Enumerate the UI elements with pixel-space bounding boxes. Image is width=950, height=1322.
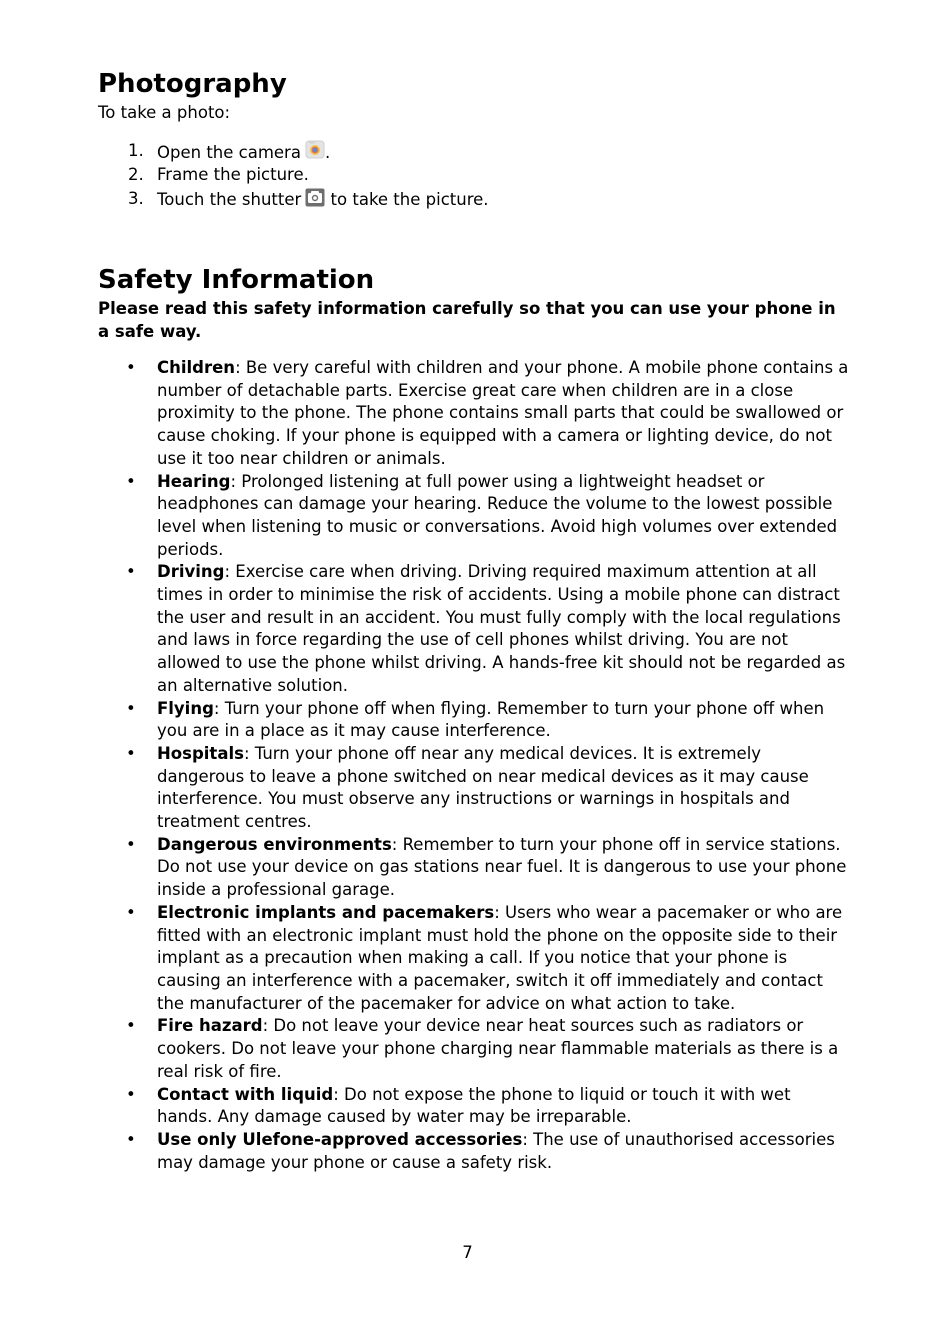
bullet-dot: •: [126, 698, 136, 718]
bullet-dot: •: [126, 834, 136, 854]
bullet-dot: •: [126, 743, 136, 763]
step-text-before: Touch the shutter: [157, 189, 302, 209]
photo-step: [98, 188, 858, 212]
safety-item-term: Contact with liquid: [157, 1084, 334, 1104]
safety-item-hearing: [98, 471, 850, 562]
step-text: [157, 164, 309, 187]
safety-item-dangerous-environments: [98, 834, 850, 902]
safety-item-text: : Do not leave your device near heat sources such as radiators or cookers. Do not leave your phone charging near flammable materials as there is a real risk of fire.: [157, 1016, 839, 1081]
step-number: 3.: [128, 188, 144, 208]
photography-intro: To take a photo:: [98, 103, 231, 122]
step-text-after: .: [324, 143, 331, 162]
bullet-dot: •: [126, 1129, 136, 1149]
page-number: 7: [462, 1243, 473, 1262]
step-text-before: Frame the picture.: [157, 164, 309, 184]
safety-item-flying: [98, 698, 850, 743]
safety-item-text: : Prolonged listening at full power using a lightweight headset or headphones can damage your hearing. Reduce the volume to the lowest possible level when listening to music or conversations. Avoid high volumes over extended periods.: [157, 471, 838, 559]
safety-item-term: Fire hazard: [157, 1016, 263, 1036]
safety-item-text: : Exercise care when driving. Driving required maximum attention at all times in order to minimise the risk of accidents. Using a mobile phone can distract the user and result in an accident. You must fully comply with the local regulations and laws in force regarding the use of cell phones whilst driving. You are not allowed to use the phone whilst driving. A hands-free kit should not be regarded as an alternative solution.: [157, 562, 846, 695]
safety-item-text: : Do not expose the phone to liquid or touch it with wet hands. Any damage caused by water may be irreparable.: [157, 1084, 791, 1127]
photo-step: [98, 140, 858, 164]
photo-step: [98, 164, 858, 188]
safety-item-approved-accessories: [98, 1129, 850, 1174]
step-number: 1.: [128, 141, 144, 160]
safety-item-fire-hazard: [98, 1015, 850, 1083]
safety-item-term: Dangerous environments: [157, 834, 392, 854]
safety-item-term: Use only Ulefone-approved accessories: [157, 1129, 523, 1149]
step-text-after: to take the picture.: [325, 189, 489, 209]
safety-item-term: Children: [157, 358, 236, 377]
safety-item-hospitals: [98, 743, 850, 834]
safety-item-text: : Be very careful with children and your phone. A mobile phone contains a number of detachable parts. Exercise great care when children are in a close proximity to the phone. The phone contains small parts that could be swallowed or cause choking. If your phone is equipped with a camera or lighting device, do not use it too near children or animals.: [157, 358, 849, 468]
safety-item-term: Hospitals: [157, 743, 244, 763]
photo-steps-list: [98, 140, 858, 211]
safety-item-text: : Turn your phone off when flying. Remember to turn your phone off when you are in a place as it may cause interference.: [157, 698, 825, 741]
safety-item-text: : Users who wear a pacemaker or who are fitted with an electronic implant must hold the phone on the opposite side to their implant as a precaution when making a call. If you notice that your phone is causing an interference with a pacemaker, switch it off immediately and contact the manufacturer of the pacemaker for advice on what action to take.: [157, 902, 843, 1013]
step-text-before: Open the camera: [157, 143, 301, 162]
camera-app-icon: [305, 140, 325, 160]
safety-item-text: : The use of unauthorised accessories may damage your phone or cause a safety risk.: [157, 1129, 835, 1172]
safety-item-term: Hearing: [157, 471, 231, 491]
safety-list: [98, 357, 850, 1174]
safety-item-contact-with-liquid: [98, 1084, 850, 1129]
bullet-dot: •: [126, 358, 136, 377]
shutter-icon: [305, 188, 325, 207]
step-text: [157, 140, 330, 165]
safety-item-driving: [98, 561, 850, 697]
safety-item-term: Flying: [157, 698, 214, 718]
safety-item-text: : Turn your phone off near any medical devices. It is extremely dangerous to leave a phone switched on near medical devices as it may cause interference. You must observe any instructions or warnings in hospitals and treatment centres.: [157, 743, 809, 832]
bullet-dot: •: [126, 902, 136, 922]
step-text: [157, 188, 489, 212]
bullet-dot: •: [126, 562, 136, 582]
safety-item-term: Driving: [157, 562, 225, 582]
safety-item-electronic-implants: [98, 902, 850, 1016]
safety-item-text: : Remember to turn your phone off in service stations. Do not use your device on gas stations near fuel. It is dangerous to use your phone inside a professional garage.: [157, 834, 847, 900]
safety-item-children: [98, 357, 850, 471]
safety-heading: Safety Information: [98, 265, 375, 295]
safety-intro: Please read this safety information carefully so that you can use your phone in a safe way.: [98, 299, 836, 341]
bullet-dot: •: [126, 1016, 136, 1036]
bullet-dot: •: [126, 1084, 136, 1104]
bullet-dot: •: [126, 471, 136, 491]
safety-item-term: Electronic implants and pacemakers: [157, 902, 495, 922]
photography-heading: Photography: [98, 69, 287, 99]
step-number: 2.: [128, 164, 144, 184]
